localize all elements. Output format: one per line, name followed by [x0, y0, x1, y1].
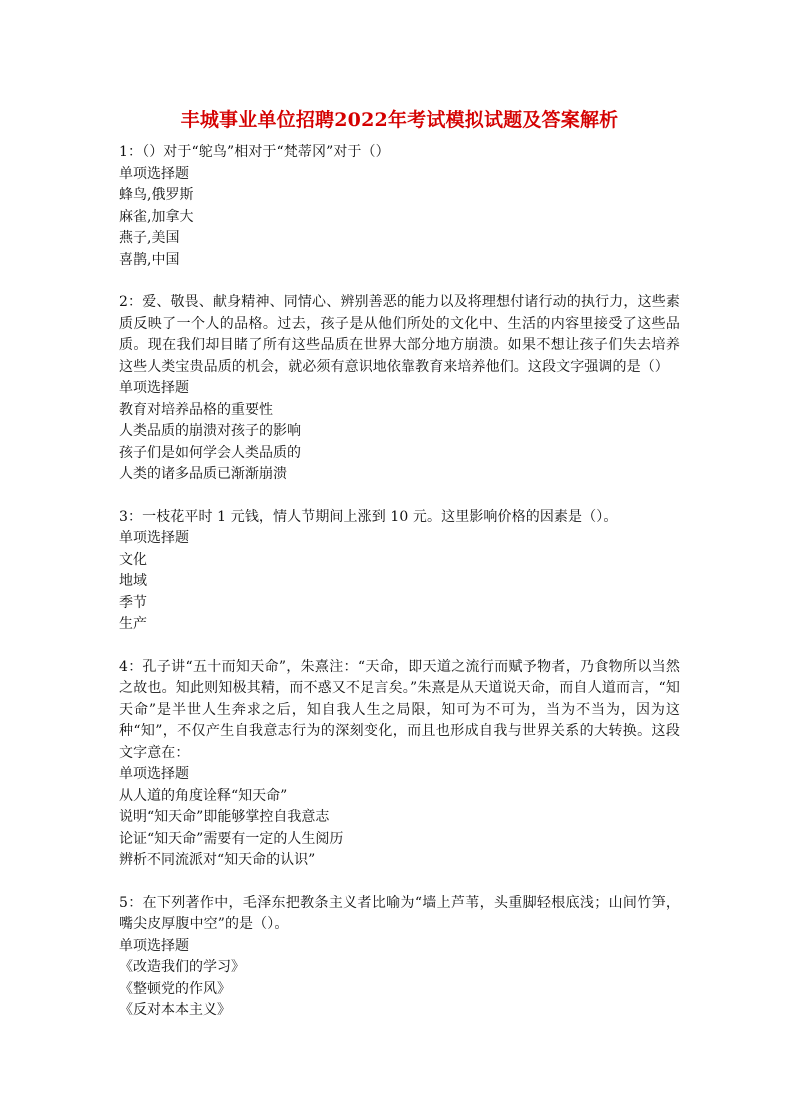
option-a: 从人道的角度诠释“知天命” — [119, 787, 288, 804]
question-stem: 5：在下列著作中，毛泽东把教条主义者比喻为“墙上芦苇，头重脚轻根底浅；山间竹笋，嘴尖皮厚腹中空”的是（）。 — [119, 894, 680, 932]
question-stem: 4：孔子讲“五十而知天命”，朱熹注：“天命，即天道之流行而赋予物者，乃食物所以当然之故也。知此则知极其精，而不惑又不足言矣。”朱熹是从天道说天命，而自人道而言，“知天命”是半世人生奔求之后，知自我人生之局限，知可为不可为，当为不当为，因为这种“知”，不仅产生自我意志行为的深刻变化，而且也形成自我与世界关系的大转换。这段文字意在： — [119, 658, 680, 761]
option-c: 燕子,美国 — [119, 230, 180, 246]
option-a: 蜂鸟,俄罗斯 — [119, 187, 194, 203]
question-3 — [119, 507, 680, 636]
question-type: 单项选择题 — [119, 380, 189, 396]
option-d: 喜鹊,中国 — [119, 251, 180, 268]
question-stem: 1：（）对于“鸵鸟”相对于“梵蒂冈”对于（） — [119, 144, 390, 160]
option-c: 论证“知天命”需要有一定的人生阅历 — [119, 830, 344, 847]
option-b: 人类品质的崩溃对孩子的影响 — [119, 423, 301, 439]
question-type: 单项选择题 — [119, 766, 189, 782]
question-type: 单项选择题 — [119, 530, 189, 546]
question-stem: 3：一枝花平时 1 元钱，情人节期间上涨到 10 元。这里影响价格的因素是（）。 — [119, 508, 618, 525]
option-c: 《反对本本主义》 — [119, 1002, 231, 1018]
option-c: 季节 — [119, 594, 147, 611]
question-stem: 2：爱、敬畏、献身精神、同情心、辨别善恶的能力以及将理想付诸行动的执行力，这些素质反映了一个人的品格。过去，孩子是从他们所处的文化中、生活的内容里接受了这些品质。现在我们却目睹了所有这些品质在世界大部分地方崩溃。如果不想让孩子们失去培养这些人类宝贵品质的机会，就必须有意识地依靠教育来培养他们。这段文字强调的是（） — [119, 294, 680, 375]
question-1 — [119, 142, 680, 271]
question-type: 单项选择题 — [119, 937, 189, 954]
option-c: 孩子们是如何学会人类品质的 — [119, 444, 301, 461]
option-a: 教育对培养品格的重要性 — [119, 401, 273, 418]
option-d: 辨析不同流派对“知天命的认识” — [119, 852, 316, 868]
document-title: 丰城事业单位招聘2022年考试模拟试题及答案解析 — [180, 109, 619, 131]
option-a: 《改造我们的学习》 — [119, 959, 245, 975]
option-b: 麻雀,加拿大 — [119, 208, 194, 225]
question-type: 单项选择题 — [119, 165, 189, 182]
question-2 — [119, 292, 680, 486]
option-b: 地域 — [119, 573, 147, 589]
option-a: 文化 — [119, 551, 147, 568]
option-b: 说明“知天命”即能够掌控自我意志 — [119, 809, 330, 825]
option-d: 人类的诸多品质已渐渐崩溃 — [119, 466, 287, 482]
question-5 — [119, 893, 680, 1022]
question-4 — [119, 657, 680, 872]
option-b: 《整顿党的作风》 — [119, 980, 231, 997]
option-d: 生产 — [119, 616, 147, 632]
